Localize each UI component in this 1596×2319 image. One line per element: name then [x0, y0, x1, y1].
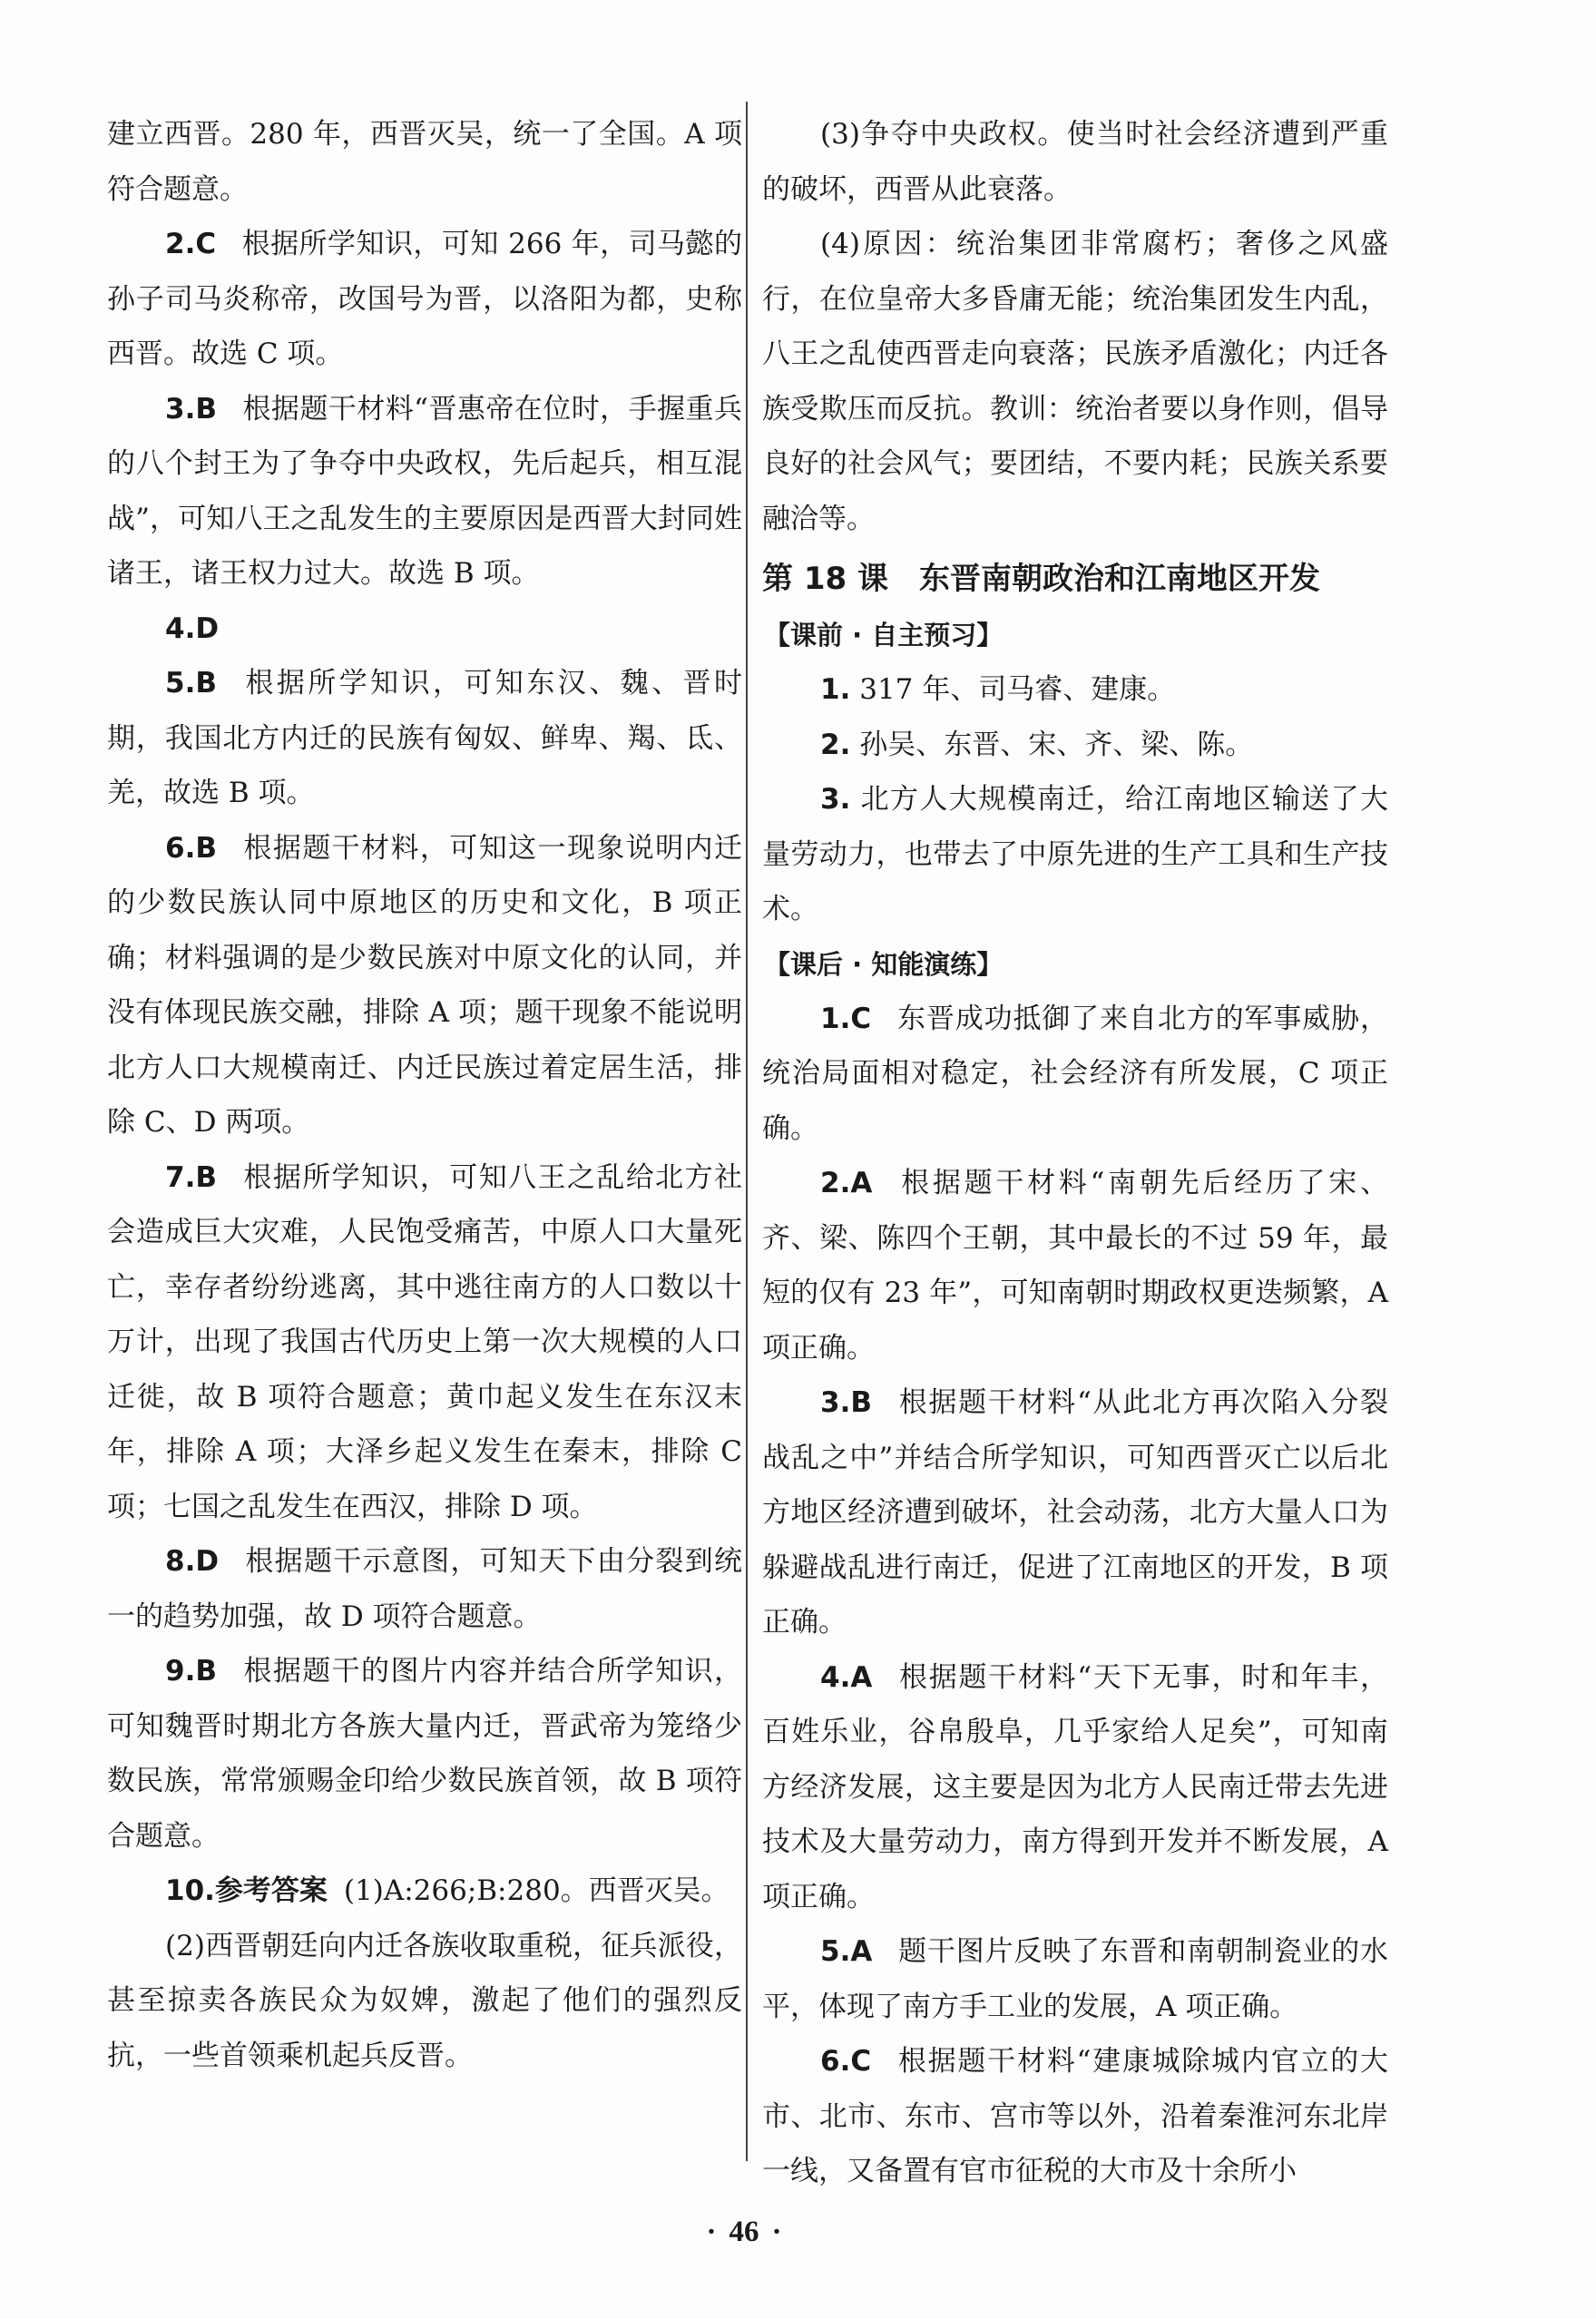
- item-text: 根据题干的图片内容并结合所学知识，可知魏晋时期北方各族大量内迁，晋武帝为笼络少数民族，常常颁赐金印给少数民族首领，故 B 项符合题意。: [107, 1655, 742, 1853]
- item-answer: A: [850, 1660, 873, 1694]
- item-answer: D: [195, 1545, 220, 1578]
- item-text: 根据题干材料“晋惠帝在位时，手握重兵的八个封王为了争夺中央政权，先后起兵，相互混战”，可知八王之乱发生的主要原因是西晋大封同姓诸王，诸王权力过大。故选 B 项。: [107, 392, 742, 590]
- answer-item: [762, 662, 1388, 718]
- item-number: 9.: [165, 1655, 196, 1688]
- item-answer: A: [850, 1935, 873, 1968]
- item-text: 北方人大规模南迁，给江南地区输送了大量劳动力，也带去了中原先进的生产工具和生产技术。: [762, 783, 1388, 925]
- item-text: 根据题干材料“南朝先后经历了宋、齐、梁、陈四个王朝，其中最长的不过 59 年，最短的仅有 23 年”，可知南朝时期政权更迭频繁，A 项正确。: [762, 1167, 1388, 1365]
- answer-item: [762, 1375, 1388, 1650]
- item-answer: 参考答案: [214, 1874, 328, 1907]
- item-number: 10.: [165, 1874, 215, 1907]
- item-number: 3.: [165, 392, 196, 426]
- answer-item: [107, 602, 742, 657]
- item-answer: C: [850, 1002, 872, 1035]
- item-text: 根据题干材料“从此北方再次陷入分裂战乱之中”并结合所学知识，可知西晋灭亡以后北方地区经济遭到破坏，社会动荡，北方大量人口为躲避战乱进行南迁，促进了江南地区的开发，B 项正确。: [762, 1386, 1388, 1639]
- item-number: 2.: [820, 728, 851, 761]
- answer-item: [762, 2034, 1388, 2199]
- item-text: 根据所学知识，可知东汉、魏、晋时期，我国北方内迁的民族有匈奴、鲜卑、羯、氐、羌，故选 B 项。: [107, 667, 742, 809]
- page-number-value: 46: [729, 2216, 759, 2248]
- item-text: 根据所学知识，可知 266 年，司马懿的孙子司马炎称帝，改国号为晋，以洛阳为都，史称西晋。故选 C 项。: [107, 228, 742, 370]
- answer-item: [107, 656, 742, 821]
- item-number: 4.: [820, 1660, 851, 1694]
- answer-item: [107, 217, 742, 382]
- answer-item: [107, 1150, 742, 1535]
- answer-item: [107, 821, 742, 1150]
- paragraph: (4)原因：统治集团非常腐朽；奢侈之风盛行，在位皇帝大多昏庸无能；统治集团发生内乱，八王之乱使西晋走向衰落；民族矛盾激化；内迁各族受欺压而反抗。教训：统治者要以身作则，倡导良好的社会风气；要团结，不要内耗；民族关系要融洽等。: [762, 228, 1388, 535]
- answer-item: [762, 1924, 1388, 2034]
- item-text: 根据题干材料“天下无事，时和年丰，百姓乐业，谷帛殷阜，几乎家给人足矣”，可知南方经济发展，这主要是因为北方人民南迁带去先进技术及大量劳动力，南方得到开发并不断发展，A 项正确。: [762, 1660, 1388, 1913]
- item-number: 1.: [820, 1002, 851, 1035]
- item-text: 根据题干示意图，可知天下由分裂到统一的趋势加强，故 D 项符合题意。: [107, 1545, 742, 1633]
- answer-item: [762, 1650, 1388, 1925]
- item-number: 8.: [165, 1545, 196, 1578]
- paragraph: (2)西晋朝廷向内迁各族收取重税，征兵派役，甚至掠卖各族民众为奴婢，激起了他们的强烈反抗，一些首领乘机起兵反晋。: [107, 1929, 742, 2072]
- left-column: [107, 107, 742, 2083]
- item-answer: B: [195, 667, 217, 700]
- answer-item: [762, 1156, 1388, 1375]
- item-number: 7.: [165, 1160, 196, 1194]
- item-answer: B: [850, 1386, 872, 1419]
- item-answer: C: [195, 228, 217, 260]
- item-number: 4.: [165, 612, 196, 645]
- answer-item: [107, 382, 742, 602]
- item-text: 题干图片反映了东晋和南朝制瓷业的水平，体现了南方手工业的发展，A 项正确。: [762, 1935, 1388, 2023]
- item-text: 孙吴、东晋、宋、齐、梁、陈。: [859, 728, 1254, 761]
- answer-item: [762, 718, 1388, 773]
- item-answer: B: [195, 831, 217, 865]
- item-answer: B: [195, 1160, 217, 1194]
- item-text: (1)A:266;B:280。西晋灭吴。: [343, 1874, 729, 1907]
- right-column: [762, 107, 1388, 2199]
- item-answer: B: [195, 392, 217, 426]
- item-number: 2.: [165, 228, 196, 260]
- item-number: 6.: [165, 831, 196, 865]
- item-number: 1.: [820, 673, 851, 706]
- page-number: · 46 ·: [706, 2216, 782, 2248]
- item-text: 317 年、司马睿、建康。: [859, 673, 1176, 706]
- item-number: 5.: [820, 1935, 851, 1968]
- lesson-heading: [762, 550, 1388, 608]
- item-text: 根据题干材料，可知这一现象说明内迁的少数民族认同中原地区的历史和文化，B 项正确；材料强调的是少数民族对中原文化的认同，并没有体现民族交融，排除 A 项；题干现象不能说明北方人口大规模南迁、内迁民族过着定居生活，排除 C、D 两项。: [107, 831, 742, 1139]
- item-answer: A: [850, 1167, 873, 1199]
- item-text: 东晋成功抵御了来自北方的军事威胁，统治局面相对稳定，社会经济有所发展，C 项正确。: [762, 1002, 1388, 1145]
- item-number: 5.: [165, 667, 196, 700]
- answer-item: [107, 1534, 742, 1644]
- item-answer: B: [195, 1655, 217, 1688]
- item-answer: D: [195, 612, 220, 645]
- item-number: 3.: [820, 783, 851, 816]
- item-text: 根据题干材料“建康城除城内官立的大市、北市、东市、宫市等以外，沿着秦淮河东北岸一线，又备置有官市征税的大市及十余所小: [762, 2045, 1388, 2187]
- lesson-title: 东晋南朝政治和江南地区开发: [919, 561, 1320, 597]
- item-number: 2.: [820, 1167, 851, 1199]
- paragraph: (3)争夺中央政权。使当时社会经济遭到严重的破坏，西晋从此衰落。: [762, 118, 1388, 206]
- lesson-label: 第 18 课: [762, 561, 888, 597]
- answer-item: [762, 992, 1388, 1157]
- item-text: 根据所学知识，可知八王之乱给北方社会造成巨大灾难，人民饱受痛苦，中原人口大量死亡，幸存者纷纷逃离，其中逃往南方的人口数以十万计，出现了我国古代历史上第一次大规模的人口迁徙，故 B 项符合题意；黄巾起义发生在东汉末年，排除 A 项；大泽乡起义发生在秦末，排除 C 项；七国之乱发生在西汉，排除 D 项。: [107, 1160, 742, 1523]
- answer-item: [762, 772, 1388, 937]
- answer-item: [107, 1644, 742, 1864]
- section-heading-pre: 【课前 · 自主预习】: [764, 620, 1004, 651]
- item-answer: C: [850, 2045, 872, 2078]
- item-number: 3.: [820, 1386, 851, 1419]
- answer-item: [107, 1864, 742, 1919]
- item-number: 6.: [820, 2045, 851, 2078]
- paragraph: 建立西晋。280 年，西晋灭吴，统一了全国。A 项符合题意。: [107, 118, 742, 206]
- column-divider: [746, 102, 748, 2161]
- section-heading-post: 【课后 · 知能演练】: [764, 948, 1004, 980]
